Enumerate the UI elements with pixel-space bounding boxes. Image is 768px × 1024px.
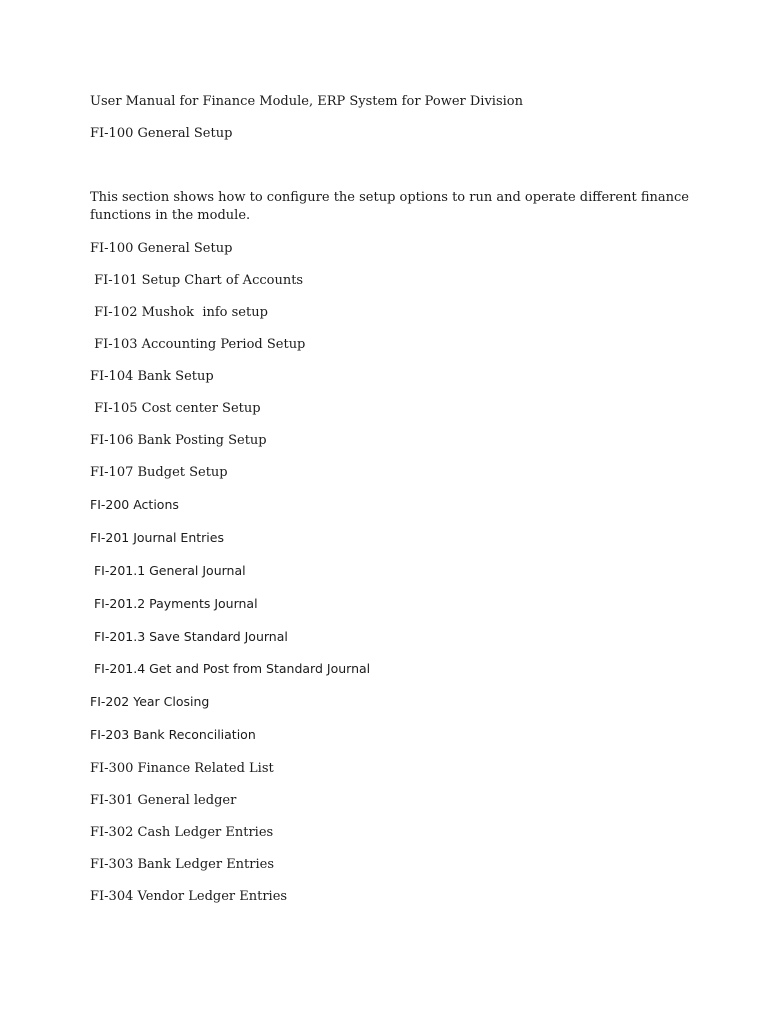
toc-item-fi-105: FI-105 Cost center Setup	[90, 401, 261, 416]
toc-item-fi-104: FI-104 Bank Setup	[90, 369, 214, 384]
toc-item-fi-102: FI-102 Mushok info setup	[90, 305, 268, 320]
toc-item-fi-103: FI-103 Accounting Period Setup	[90, 337, 306, 352]
intro-paragraph-line-2: functions in the module.	[90, 208, 251, 223]
toc-item-fi-203: FI-203 Bank Reconciliation	[90, 727, 256, 742]
toc-item-fi-301: FI-301 General ledger	[90, 793, 237, 808]
toc-item-fi-101: FI-101 Setup Chart of Accounts	[90, 273, 304, 288]
toc-item-fi-107: FI-107 Budget Setup	[90, 465, 228, 480]
toc-item-fi-201-1: FI-201.1 General Journal	[90, 563, 246, 578]
toc-item-fi-202: FI-202 Year Closing	[90, 694, 210, 709]
intro-paragraph-line-1: This section shows how to configure the setup options to run and operate different finance	[90, 190, 689, 205]
document-subtitle: FI-100 General Setup	[90, 126, 233, 141]
toc-item-fi-303: FI-303 Bank Ledger Entries	[90, 857, 275, 872]
toc-item-fi-100: FI-100 General Setup	[90, 241, 233, 256]
toc-item-fi-201-3: FI-201.3 Save Standard Journal	[90, 629, 288, 644]
toc-item-fi-106: FI-106 Bank Posting Setup	[90, 433, 267, 448]
toc-item-fi-304: FI-304 Vendor Ledger Entries	[90, 889, 288, 904]
toc-item-fi-200: FI-200 Actions	[90, 497, 179, 512]
toc-item-fi-300: FI-300 Finance Related List	[90, 761, 274, 776]
toc-item-fi-201-2: FI-201.2 Payments Journal	[90, 596, 258, 611]
toc-item-fi-201: FI-201 Journal Entries	[90, 530, 224, 545]
toc-item-fi-302: FI-302 Cash Ledger Entries	[90, 825, 274, 840]
document-title: User Manual for Finance Module, ERP System for Power Division	[90, 94, 523, 109]
toc-item-fi-201-4: FI-201.4 Get and Post from Standard Journal	[90, 661, 371, 676]
